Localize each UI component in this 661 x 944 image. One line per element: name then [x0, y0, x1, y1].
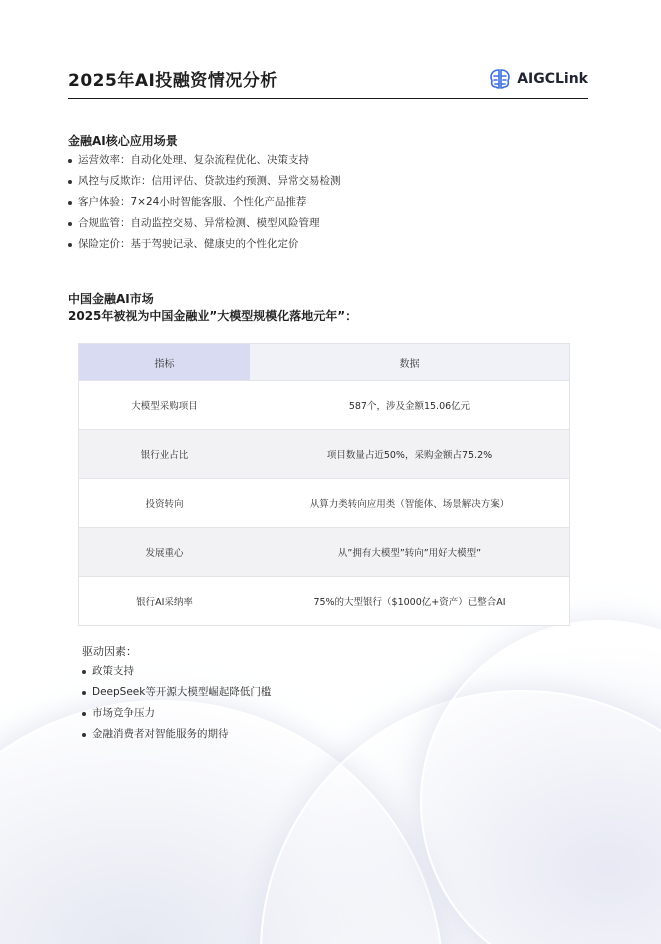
list-item: 金融消费者对智能服务的期待 — [82, 724, 271, 745]
drivers-list — [82, 661, 271, 745]
list-item: DeepSeek等开源大模型崛起降低门槛 — [82, 682, 271, 703]
table-row — [79, 380, 569, 429]
table-cell-indicator: 投资转向 — [145, 499, 184, 510]
list-item: 客户体验：7×24小时智能客服、个性化产品推荐 — [68, 192, 341, 213]
table-row — [79, 429, 569, 478]
page-title: 2025年AI投融资情况分析 — [68, 71, 278, 91]
section-title-market: 中国金融AI市场 — [68, 292, 154, 306]
list-item: 合规监管：自动监控交易、异常检测、模型风险管理 — [68, 213, 341, 234]
column-header-data: 数据 — [250, 344, 569, 380]
table-row — [79, 576, 569, 625]
section-title-applications: 金融AI核心应用场景 — [68, 134, 178, 148]
table-cell-indicator: 发展重心 — [145, 548, 184, 559]
table-cell-data: 项目数量占近50%，采购金额占75.2% — [326, 450, 493, 461]
list-item: 运营效率：自动化处理、复杂流程优化、决策支持 — [68, 150, 341, 171]
table-cell-indicator: 大模型采购项目 — [131, 401, 198, 412]
list-item: 市场竞争压力 — [82, 703, 271, 724]
page-header — [68, 64, 588, 99]
table-cell-indicator: 银行AI采纳率 — [136, 597, 193, 608]
applications-list — [68, 150, 341, 255]
table-row — [79, 527, 569, 576]
logo-text: AIGCLink — [517, 71, 588, 87]
list-item: 保险定价：基于驾驶记录、健康史的个性化定价 — [68, 234, 341, 255]
brain-icon — [488, 67, 512, 91]
table-cell-data: 75%的大型银行（$1000亿+资产）已整合AI — [313, 597, 506, 608]
drivers-title: 驱动因素： — [82, 645, 137, 658]
list-item: 风控与反欺诈：信用评估、贷款违约预测、异常交易检测 — [68, 171, 341, 192]
column-header-indicator: 指标 — [79, 344, 250, 380]
list-item: 政策支持 — [82, 661, 271, 682]
table-cell-data: 从”拥有大模型”转向”用好大模型” — [337, 548, 482, 559]
section-subtitle-market: 2025年被视为中国金融业”大模型规模化落地元年”： — [68, 309, 358, 323]
table-cell-data: 587个，涉及金额15.06亿元 — [348, 401, 471, 412]
table-header — [79, 344, 569, 380]
table-cell-data: 从算力类转向应用类（智能体、场景解决方案） — [309, 499, 510, 510]
logo — [488, 66, 588, 92]
market-table — [78, 343, 570, 626]
table-row — [79, 478, 569, 527]
table-cell-indicator: 银行业占比 — [140, 450, 189, 461]
